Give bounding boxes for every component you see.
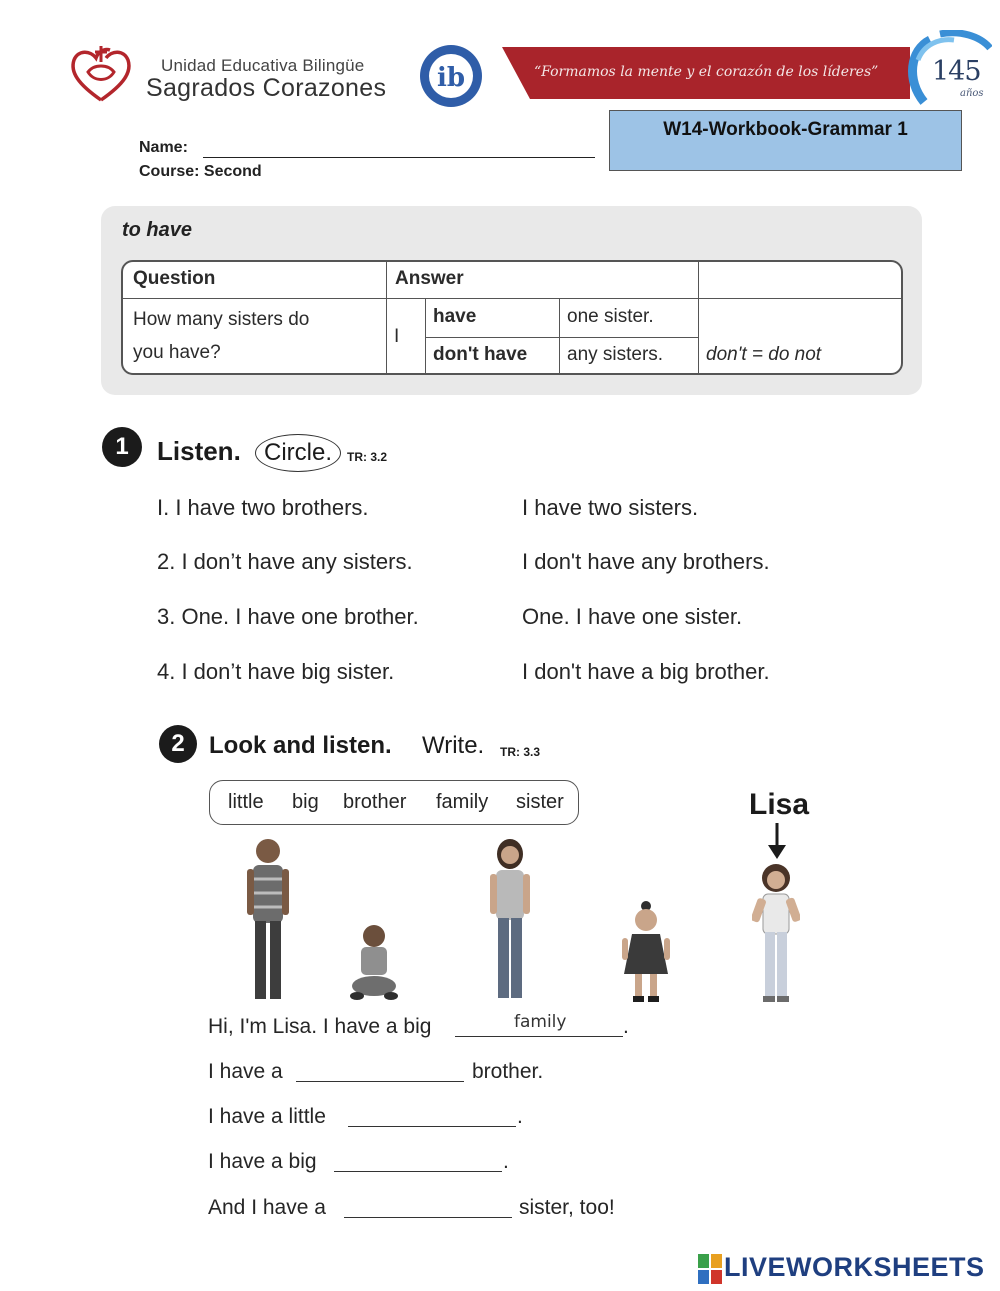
table-divider <box>123 298 901 299</box>
liveworksheets-brand[interactable]: LIVEWORKSHEETS <box>724 1252 985 1282</box>
table-divider <box>559 298 560 375</box>
question-header: Question <box>133 268 216 289</box>
sentence-3-end: . <box>517 1105 523 1128</box>
name-label: Name: <box>139 139 188 156</box>
lisa-label: Lisa <box>749 788 810 821</box>
verb-negative-cell: don't have <box>433 344 528 365</box>
exercise1-circle-word: Circle. <box>255 434 341 472</box>
contraction-note: don't = do not <box>706 344 822 365</box>
table-divider <box>698 262 699 375</box>
subject-cell: I <box>394 326 400 347</box>
question-line2: you have? <box>133 342 221 363</box>
table-divider <box>425 337 698 338</box>
blank-4-input[interactable] <box>334 1171 502 1172</box>
table-divider <box>386 262 387 375</box>
ib-logo-text: ib <box>436 63 466 93</box>
ex1-option-1a[interactable]: I. I have two brothers. <box>157 495 369 520</box>
school-logo-icon <box>68 42 134 106</box>
ex1-option-2b[interactable]: I don't have any brothers. <box>522 549 770 574</box>
ex1-option-3b[interactable]: One. I have one sister. <box>522 604 743 629</box>
little-sister-photo <box>622 898 670 1003</box>
sentence-4-start: I have a big <box>208 1150 317 1173</box>
blank-3-input[interactable] <box>348 1126 516 1127</box>
school-name-line1: Unidad Educativa Bilingüe <box>161 56 365 75</box>
blank-1-answer: family <box>514 1012 567 1032</box>
ib-logo-icon <box>418 43 484 109</box>
exercise2-instruction: Look and listen. <box>209 732 392 759</box>
down-arrow-icon <box>765 823 789 859</box>
sentence-5-end: sister, too! <box>519 1196 615 1219</box>
sentence-1-end: . <box>623 1015 629 1038</box>
liveworksheets-logo-icon <box>698 1254 722 1284</box>
worksheet-title-box <box>609 110 962 171</box>
course-label: Course: Second <box>139 163 262 180</box>
ex1-option-4a[interactable]: 4. I don’t have big sister. <box>157 659 395 684</box>
blank-1-input[interactable] <box>455 1036 623 1037</box>
exercise2-write: Write. <box>422 732 485 759</box>
sentence-5-start: And I have a <box>208 1196 326 1219</box>
word-bank-item: sister <box>516 791 564 813</box>
anniversary-number: 145 <box>932 56 981 87</box>
verb-positive-cell: have <box>433 306 477 327</box>
word-bank-item: family <box>436 791 489 813</box>
sentence-3-start: I have a little <box>208 1105 326 1128</box>
exercise2-track: TR: 3.3 <box>500 745 541 759</box>
sentence-4-end: . <box>503 1150 509 1173</box>
exercise1-instruction: Listen. <box>157 436 241 466</box>
table-divider <box>425 298 426 375</box>
name-input-line[interactable] <box>203 157 595 158</box>
ex1-option-3a[interactable]: 3. One. I have one brother. <box>157 604 419 629</box>
ex1-option-4b[interactable]: I don't have a big brother. <box>522 659 770 684</box>
exercise1-track: TR: 3.2 <box>347 450 388 464</box>
object-positive-cell: one sister. <box>567 306 654 327</box>
answer-header: Answer <box>395 268 464 289</box>
word-bank-item: little <box>228 791 264 813</box>
exercise2-number: 2 <box>159 725 197 763</box>
school-name-line2: Sagrados Corazones <box>146 74 387 102</box>
school-motto: “Formamos la mente y el corazón de los líderes” <box>534 64 879 80</box>
ex1-option-2a[interactable]: 2. I don’t have any sisters. <box>157 549 413 574</box>
sentence-2-start: I have a <box>208 1060 283 1083</box>
ex1-option-1b[interactable]: I have two sisters. <box>522 495 699 520</box>
worksheet-title: W14-Workbook-Grammar 1 <box>663 119 908 140</box>
little-brother-photo <box>349 922 399 1002</box>
sentence-1-start: Hi, I'm Lisa. I have a big <box>208 1015 432 1038</box>
anniversary-sub: años <box>960 88 984 99</box>
exercise1-number: 1 <box>102 427 142 467</box>
grammar-title: to have <box>122 219 193 241</box>
big-sister-photo <box>487 838 533 1003</box>
object-negative-cell: any sisters. <box>567 344 664 365</box>
word-bank-item: brother <box>343 791 407 813</box>
blank-2-input[interactable] <box>296 1081 464 1082</box>
sentence-2-end: brother. <box>472 1060 544 1083</box>
question-line1: How many sisters do <box>133 309 310 330</box>
blank-5-input[interactable] <box>344 1217 512 1218</box>
big-brother-photo <box>243 835 293 1005</box>
lisa-photo <box>752 862 800 1004</box>
word-bank-item: big <box>292 791 319 813</box>
